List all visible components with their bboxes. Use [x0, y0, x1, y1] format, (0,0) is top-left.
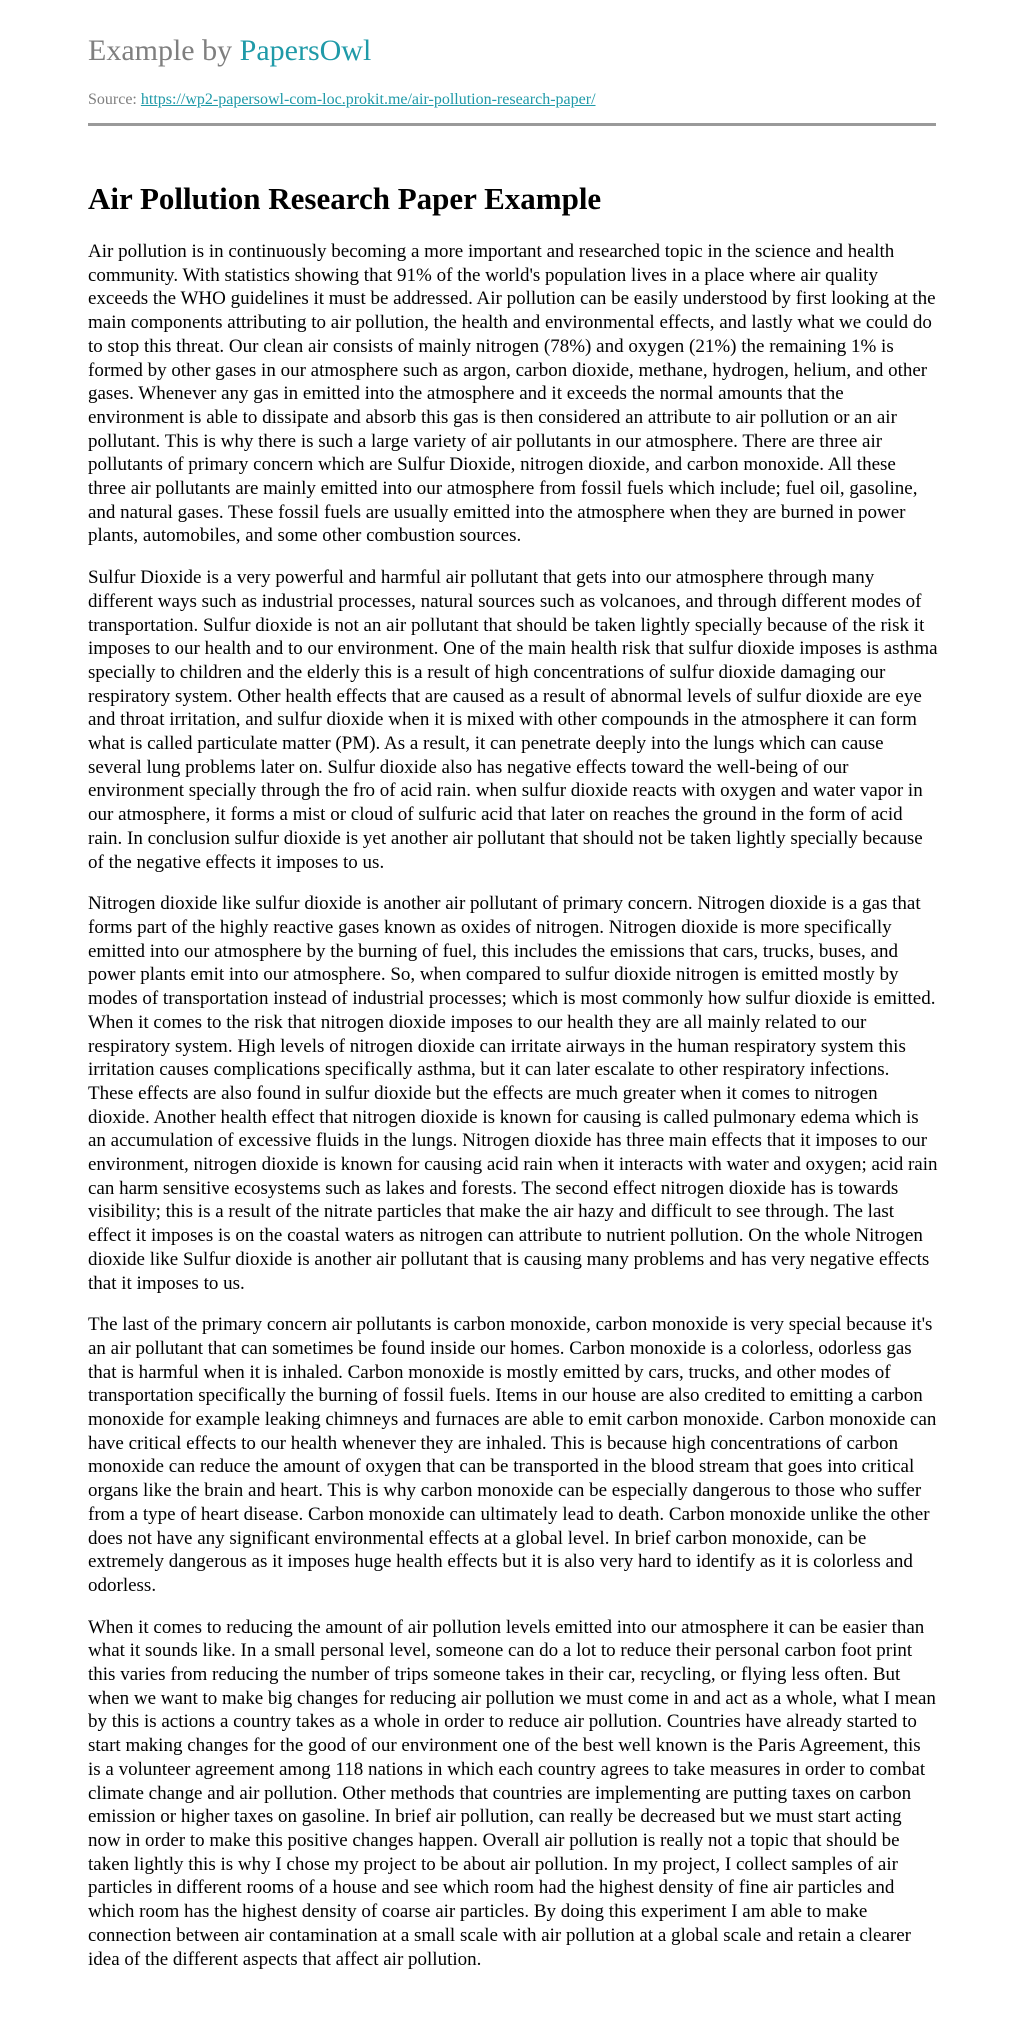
page-header [88, 28, 936, 110]
article-title: Air Pollution Research Paper Example [88, 181, 602, 216]
brand-prefix: Example by [88, 34, 240, 67]
article [88, 178, 938, 1989]
source-label: Source: [88, 91, 141, 108]
brand-line [88, 28, 936, 74]
header-divider [88, 123, 936, 126]
article-paragraph: Air pollution is in continuously becoming a more important and researched topic in the science and health community. With statistics showing that 91% of the world's population lives in a place where air quality exceeds the WHO guidelines it must be addressed. Air pollution can be easily understood by first looking at the main components attributing to air pollution, the health and environmental effects, and lastly what we could do to stop this threat. Our clean air consists of mainly nitrogen (78%) and oxygen (21%) the remaining 1% is formed by other gases in our atmosphere such as argon, carbon dioxide, methane, hydrogen, helium, and other gases. Whenever any gas in emitted into the atmosphere and it exceeds the normal amounts that the environment is able to dissipate and absorb this gas is then considered an attribute to air pollution or an air pollutant. This is why there is such a large variety of air pollutants in our atmosphere. There are three air pollutants of primary concern which are Sulfur Dioxide, nitrogen dioxide, and carbon monoxide. All these three air pollutants are mainly emitted into our atmosphere from fossil fuels which include; fuel oil, gasoline, and natural gases. These fossil fuels are usually emitted into the atmosphere when they are burned in power plants, automobiles, and some other combustion sources. [88, 241, 936, 547]
article-paragraph: When it comes to reducing the amount of air pollution levels emitted into our atmosphere it can be easier than what it sounds like. In a small personal level, someone can do a lot to reduce their personal carbon foot print this varies from reducing the number of trips someone takes in their car, recycling, or flying less often. But when we want to make big changes for reducing air pollution we must come in and act as a whole, what I mean by this is actions a country takes as a whole in order to reduce air pollution. Countries have already started to start making changes for the good of our environment one of the best well known is the Paris Agreement, this is a volunteer agreement among 118 nations in which each country agrees to take measures in order to combat climate change and air pollution. Other methods that countries are implementing are putting taxes on carbon emission or higher taxes on gasoline. In brief air pollution, can really be decreased but we must start acting now in order to make this positive changes happen. Overall air pollution is really not a topic that should be taken lightly this is why I chose my project to be about air pollution. In my project, I collect samples of air particles in different rooms of a house and see which room had the highest density of fine air particles and which room has the highest density of coarse air particles. By doing this experiment I am able to make connection between air contamination at a small scale with air pollution at a global scale and retain a clearer idea of the different aspects that affect air pollution. [88, 1616, 936, 1970]
source-line [88, 90, 936, 110]
source-link[interactable]: https://wp2-papersowl-com-loc.prokit.me/air-pollution-research-paper/ [140, 91, 596, 108]
brand-name: PapersOwl [239, 34, 372, 67]
article-paragraph: Sulfur Dioxide is a very powerful and harmful air pollutant that gets into our atmosphere through many different ways such as industrial processes, natural sources such as volcanoes, and through different modes of transportation. Sulfur dioxide is not an air pollutant that should be taken lightly specially because of the risk it imposes to our health and to our environment. One of the main health risk that sulfur dioxide imposes is asthma specially to children and the elderly this is a result of high concentrations of sulfur dioxide damaging our respiratory system. Other health effects that are caused as a result of abnormal levels of sulfur dioxide are eye and throat irritation, and sulfur dioxide when it is mixed with other compounds in the atmosphere it can form what is called particulate matter (PM). As a result, it can penetrate deeply into the lungs which can cause several lung problems later on. Sulfur dioxide also has negative effects toward the well-being of our environment specially through the fro of acid rain. when sulfur dioxide reacts with oxygen and water vapor in our atmosphere, it forms a mist or cloud of sulfuric acid that later on reaches the ground in the form of acid rain. In conclusion sulfur dioxide is yet another air pollutant that should not be taken lightly specially because of the negative effects it imposes to us. [88, 567, 938, 873]
article-paragraph: Nitrogen dioxide like sulfur dioxide is another air pollutant of primary concern. Nitrogen dioxide is a gas that forms part of the highly reactive gases known as oxides of nitrogen. Nitrogen dioxide is more specifically emitted into our atmosphere by the burning of fuel, this includes the emissions that cars, trucks, buses, and power plants emit into our atmosphere. So, when compared to sulfur dioxide nitrogen is emitted mostly by modes of transportation instead of industrial processes; which is most commonly how sulfur dioxide is emitted. When it comes to the risk that nitrogen dioxide imposes to our health they are all mainly related to our respiratory system. High levels of nitrogen dioxide can irritate airways in the human respiratory system this irritation causes complications specifically asthma, but it can later escalate to other respiratory infections. These effects are also found in sulfur dioxide but the effects are much greater when it comes to nitrogen dioxide. Another health effect that nitrogen dioxide is known for causing is called pulmonary edema which is an accumulation of excessive fluids in the lungs. Nitrogen dioxide has three main effects that it imposes to our environment, nitrogen dioxide is known for causing acid rain when it interacts with water and oxygen; acid rain can harm sensitive ecosystems such as lakes and forests. The second effect nitrogen dioxide has is towards visibility; this is a result of the nitrate particles that make the air hazy and difficult to see through. The last effect it imposes is on the coastal waters as nitrogen can attribute to nutrient pollution. On the whole Nitrogen dioxide like Sulfur dioxide is another air pollutant that is causing many problems and has very negative effects that it imposes to us. [88, 893, 938, 1294]
article-paragraph: The last of the primary concern air pollutants is carbon monoxide, carbon monoxide is very special because it's an air pollutant that can sometimes be found inside our homes. Carbon monoxide is a colorless, odorless gas that is harmful when it is inhaled. Carbon monoxide is mostly emitted by cars, trucks, and other modes of transportation specifically the burning of fossil fuels. Items in our house are also credited to emitting a carbon monoxide for example leaking chimneys and furnaces are able to emit carbon monoxide. Carbon monoxide can have critical effects to our health whenever they are inhaled. This is because high concentrations of carbon monoxide can reduce the amount of oxygen that can be transported in the blood stream that goes into critical organs like the brain and heart. This is why carbon monoxide can be especially dangerous to those who suffer from a type of heart disease. Carbon monoxide can ultimately lead to death. Carbon monoxide unlike the other does not have any significant environmental effects at a global level. In brief carbon monoxide, can be extremely dangerous as it imposes huge health effects but it is also very hard to identify as it is colorless and odorless. [88, 1314, 937, 1596]
